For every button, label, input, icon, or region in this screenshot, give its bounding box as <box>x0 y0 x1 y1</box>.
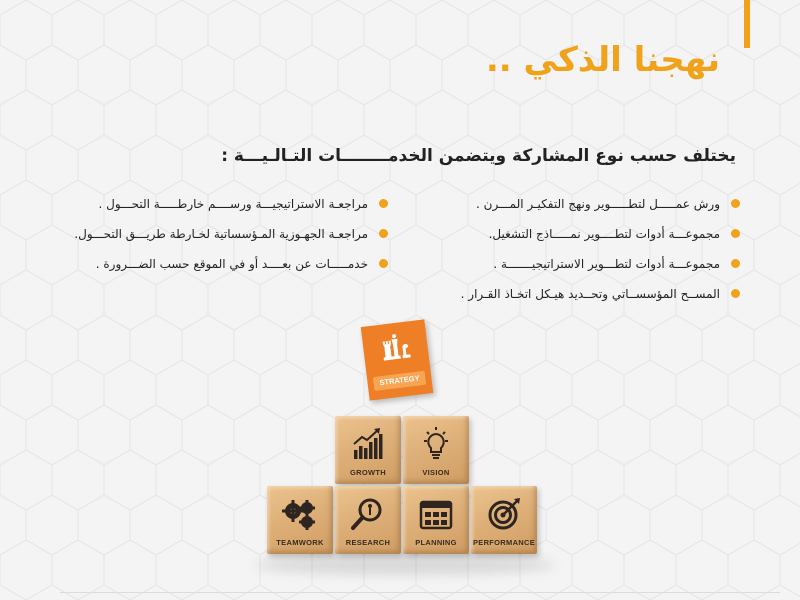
page-title: نهجنا الذكي .. <box>485 40 720 80</box>
list-item: مراجعـة الاستراتيجيـــة ورســــم خارطـــــة التحـــول . <box>8 194 388 224</box>
growth-chart-icon <box>348 424 388 464</box>
list-item: المســح المؤسســاتي وتحــديد هيـكل اتخـاذ القـرار . <box>410 284 740 314</box>
research-block <box>335 486 401 554</box>
vision-label: VISION <box>422 468 450 477</box>
list-item: خدمـــــات عن بعــــد أو في الموقع حسب الضـــرورة . <box>8 254 388 284</box>
teamwork-label: TEAMWORK <box>276 538 324 547</box>
lightbulb-icon <box>416 424 456 464</box>
growth-label: GROWTH <box>350 468 386 477</box>
list-item: مجموعـــة أدوات لتطــــوير نمـــــاذج التشغيل. <box>410 224 740 254</box>
planning-block <box>403 486 469 554</box>
services-intro: يختلف حسب نوع المشاركة ويتضمن الخدمــــــــات التـالـيـــة : <box>221 146 736 166</box>
blocks-shadow <box>255 556 555 574</box>
growth-block <box>335 416 401 484</box>
planning-label: PLANNING <box>415 538 457 547</box>
list-item: مجموعـــة أدوات لتطـــوير الاستراتيجيـــــــة . <box>410 254 740 284</box>
research-label: RESEARCH <box>345 538 391 547</box>
vision-block <box>403 416 469 484</box>
list-item: مراجعـة الجهـوزية المـؤسساتية لخـارطة طريـــق التحـــول. <box>8 224 388 254</box>
teamwork-block <box>267 486 333 554</box>
strategy-label: STRATEGY <box>373 371 426 391</box>
performance-label: PERFORMANCE <box>472 538 536 547</box>
performance-block <box>471 486 537 554</box>
strategy-card <box>361 319 434 400</box>
chess-pieces-icon <box>373 327 418 372</box>
calendar-icon <box>416 494 456 534</box>
divider <box>60 592 780 593</box>
list-item: ورش عمـــــل لتطـــــوير ونهج التفكيـر المـــرن . <box>410 194 740 224</box>
target-icon <box>484 494 524 534</box>
magnifier-icon <box>348 494 388 534</box>
gears-icon <box>280 494 320 534</box>
